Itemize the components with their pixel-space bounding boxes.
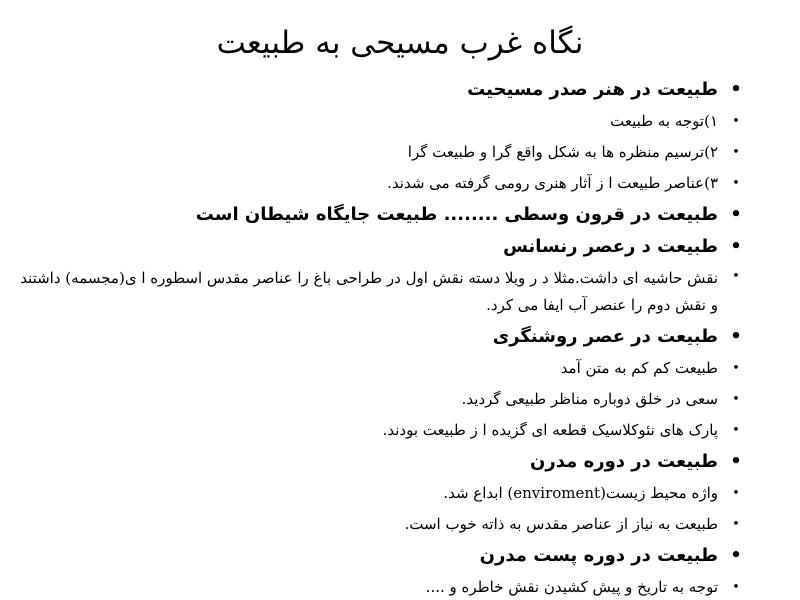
- bullet-icon: •: [732, 423, 740, 438]
- bullet-icon: •: [732, 580, 740, 595]
- list-item: [14, 572, 740, 600]
- list-item-heading: [14, 199, 742, 231]
- list-item-text: ۱)توجه به طبیعت: [610, 112, 718, 130]
- list-item-text: طبیعت در عصر روشنگری: [492, 326, 718, 347]
- list-item-text: ۳)عناصر طبیعت ا ز آثار هنری رومی گرفته می شدند.: [387, 174, 718, 192]
- list-item: [14, 106, 740, 137]
- list-item: [14, 509, 740, 540]
- list-item-text: طبیعت در قرون وسطی ........ طبیعت جایگاه شیطان است: [195, 204, 718, 225]
- list-item: [14, 353, 740, 384]
- list-item-text: ۲)ترسیم منظره ها به شکل واقع گرا و طبیعت گرا: [407, 143, 718, 161]
- bullet-icon: •: [732, 361, 740, 376]
- list-item-text: پارک های نئوکلاسیک قطعه ای گزیده ا ز طبیعت بودند.: [382, 421, 718, 439]
- list-item-heading: [14, 231, 742, 263]
- list-item-text: واژه محیط زیست(enviroment) ابداع شد.: [443, 484, 718, 502]
- list-item: [14, 478, 740, 509]
- bullet-icon: •: [730, 204, 742, 225]
- list-item-text: طبیعت در دوره مدرن: [530, 451, 718, 472]
- list-item: [14, 263, 740, 321]
- slide-title: نگاه غرب مسیحی به طبیعت: [216, 25, 584, 61]
- list-item-text: توجه به تاریخ و پیش کشیدن نقش خاطره و ....: [425, 578, 718, 596]
- bullet-icon: •: [730, 326, 742, 347]
- bullet-icon: •: [732, 145, 740, 160]
- list-item-text: طبیعت کم کم به متن آمد: [560, 359, 718, 377]
- bullet-icon: •: [730, 236, 742, 257]
- bullet-icon: •: [732, 176, 740, 191]
- bullet-icon: •: [732, 392, 740, 407]
- bullet-icon: •: [732, 269, 740, 284]
- list-item-text: طبیعت در هنر صدر مسیحیت: [467, 79, 718, 100]
- bullet-icon: •: [730, 451, 742, 472]
- list-item-text: طبیعت به نیاز از عناصر مقدس به ذاته خوب است.: [404, 515, 718, 533]
- list-item-text: طبیعت در دوره پست مدرن: [479, 545, 718, 566]
- list-item: [14, 384, 740, 415]
- list-item: [14, 415, 740, 446]
- list-item-heading: [14, 540, 742, 572]
- bullet-icon: •: [730, 545, 742, 566]
- list-item-text: طبیعت د رعصر رنسانس: [503, 236, 718, 257]
- bullet-list: [14, 74, 742, 600]
- list-item-heading: [14, 446, 742, 478]
- list-item-heading: [14, 321, 742, 353]
- list-item-text: سعی در خلق دوباره مناظر طبیعی گردید.: [461, 390, 718, 408]
- list-item: [14, 168, 740, 199]
- bullet-icon: •: [732, 517, 740, 532]
- bullet-icon: •: [732, 486, 740, 501]
- bullet-icon: •: [732, 114, 740, 129]
- list-item-heading: [14, 74, 742, 106]
- bullet-icon: •: [730, 79, 742, 100]
- list-item-text: نقش حاشیه ای داشت.مثلا د ر ویلا دسته نقش اول در طراحی باغ را عناصر مقدس اسطوره ا ی(مجسمه) داشتند و نقش دوم را عنصر آب ایفا می کرد.: [20, 269, 718, 314]
- list-item: [14, 137, 740, 168]
